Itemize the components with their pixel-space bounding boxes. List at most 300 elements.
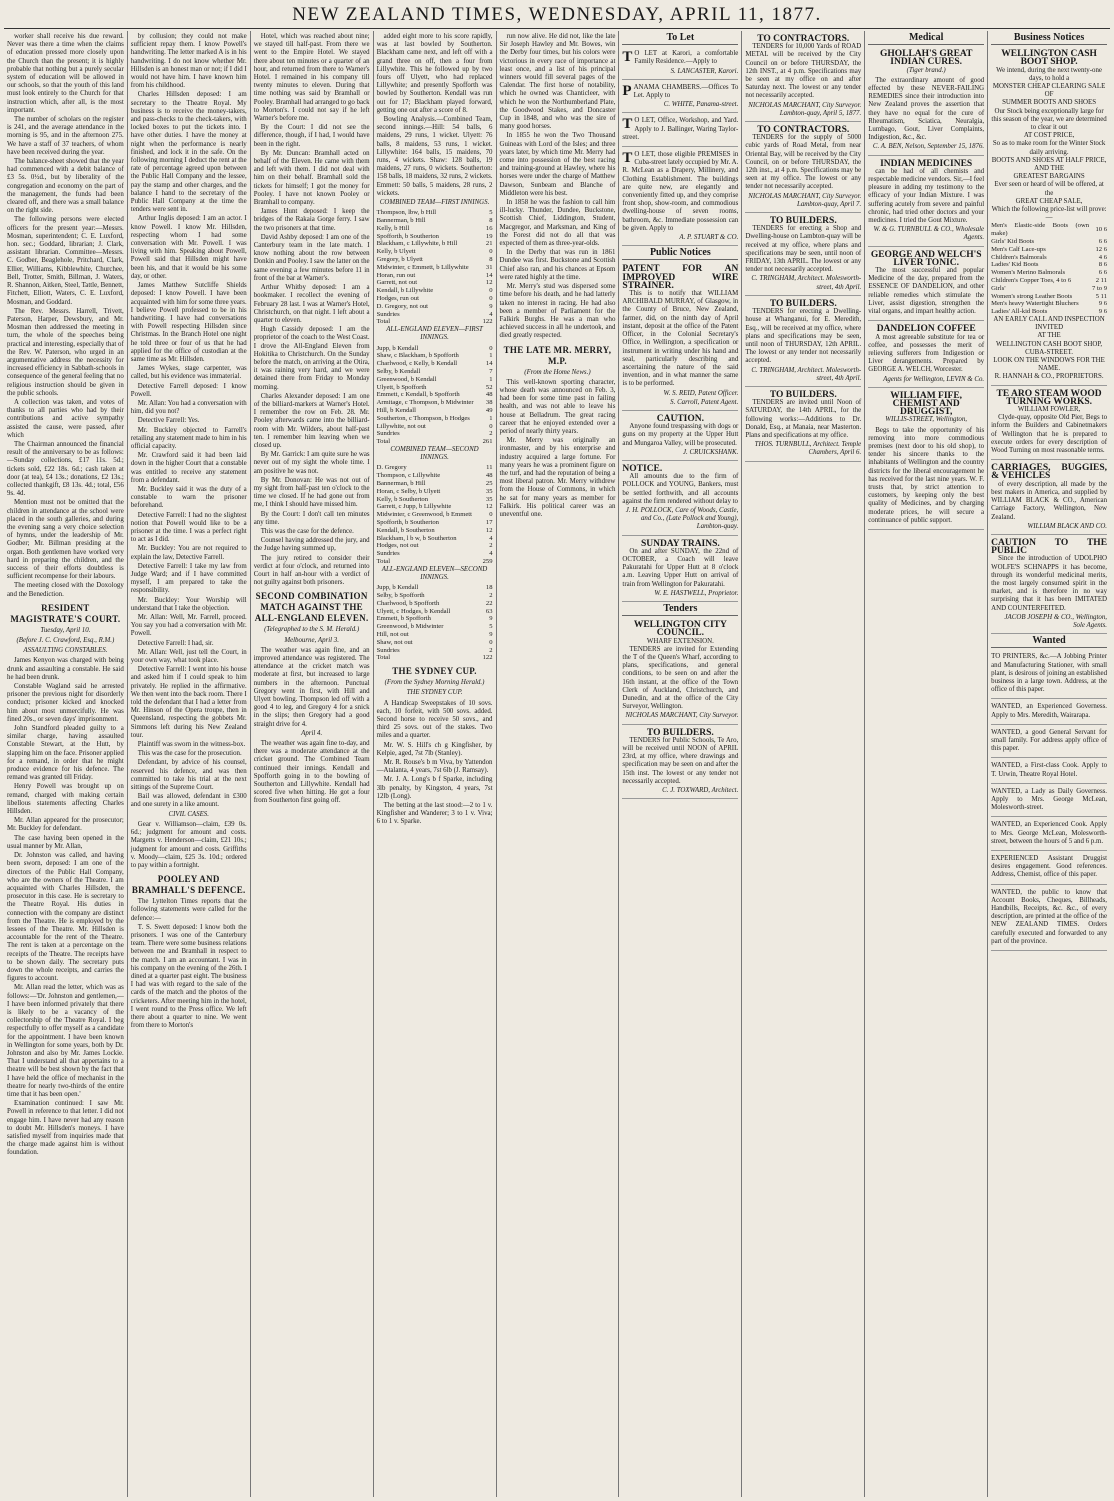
medical-ad — [868, 158, 984, 247]
cricket-dateline: April 4. — [301, 729, 323, 737]
batsman-cell: Gregory, b Ulyett — [376, 256, 423, 264]
cricket-paragraph: The weather was again fine, and an improved attendance was registered. The attendance at the cricket match was moderate at first, but increased to large numbers in the afternoon. Punctual Gregory went in first, with Hill and Ulyett bowling. Thompson led off with a good 4 to leg, and Gregory 4 for a snick in the slips; then Gregory had a good straight drive for 4. — [253, 646, 370, 728]
tender-ad — [745, 124, 861, 213]
runs-cell: 14 — [485, 271, 493, 279]
court-paragraph: Charles Hillsden deposed: I am secretary to the Theatre Royal. My business is to receive the money-takers, and pass-checks to the check-takers, with locked boxes to put the tickets into. I have other duties. I have the money at night when the performance is nearly finished, and lock it in the safe. On the following morning I deduct the rent at the rate of percentage agreed upon between the Public Hall Company and the lessee, pay the stamp and other charges, and the balance I hand to the secretary of the Public Hall Company at the time the tenders were sent in. — [130, 91, 247, 214]
wanted-ad — [991, 727, 1107, 759]
scoreboard-table — [377, 464, 493, 565]
batsman-cell: Greenwood, b Kendall — [376, 375, 437, 383]
ad-text: TENDERS for the supply of 5000 cubic yards of Road Metal, from near Oriental Bay, will be received by the City Council, on or before THURSDAY, the 12th inst., at 4 p.m. Specifications may be seen at my office. The lowest or any tender not necessarily accepted. — [745, 134, 862, 191]
pooley-paragraph: T. S. Swett deposed: I know both the prisoners. I was one of the Canterbury team. There were some business relations between me and Bramhall in respect to the match. I am an accountant. I was in his company on the evening of the 26th. I dined at a quarter past eight. The business I had was with regard to the sale of the cards of the match and the photos of the cricketers. After meeting him in the hotel, I went round to the Press office. We left there about a quarter to nine. We went from there to Morton's — [130, 923, 247, 1030]
article-paragraph: The number of scholars on the register is 241, and the average attendance in the morning is 95, and in the afternoon 275. We have a staff of 37 teachers, of whom have been received during the year. — [7, 116, 124, 156]
masthead-title: NEW ZEALAND TIMES, WEDNESDAY, APRIL 11, 1877. — [292, 4, 822, 25]
drop-capital: T — [622, 116, 633, 133]
price-row — [991, 246, 1107, 254]
pooley-paragraph: The jury retired to consider their verdict at four o'clock, and returned into Court in half an-hour with a verdict of not guilty against both prisoners. — [253, 554, 370, 587]
ad-body: ANAMA CHAMBERS.—Offices To Let. Apply to — [633, 83, 739, 100]
scoreboard-row — [377, 430, 493, 438]
ad-title: TE ARO STEAM WOOD TURNING WORKS. — [996, 388, 1102, 407]
batsman-cell: Horan, run out — [376, 271, 416, 279]
article-paragraph: The Rev. Messrs. Harrell, Trivett, Paterson, Harper, Dewsbury, and Mr. Mosman then addressed the meeting in turn, the whole of the speeches being practical and interesting, especially that of the Rev. W. Paterson, who urged in an argumentative address the necessity for increased efficiency in Sabbath-schools in consequence of the general feeling that no religious instruction should be given in the public schools. — [7, 307, 124, 397]
court-paragraph: Mr. Buckley: You are not required to explain the law, Detective Farrell. — [130, 545, 247, 561]
court-paragraph: John Standford pleaded guilty to a similar charge, having assaulted Constable Stewart, at the Hutt, by slapping him on the face. Prisoner applied for a remand, in order that he might produce evidence for his defence. The remand was granted till Friday. — [7, 725, 124, 782]
scoreboard-row — [377, 360, 493, 368]
wanted-ad — [991, 887, 1107, 951]
scoreboard-row — [377, 527, 493, 535]
scoreboard-row — [377, 384, 493, 392]
pollock-notice — [622, 463, 738, 536]
court-paragraph: James Kenyon was charged with being drunk and assaulting a constable. He said he had been drunk. — [7, 657, 124, 681]
runs-cell: 0 — [489, 422, 493, 430]
batsman-cell: Spofforth, b Southerton — [376, 232, 439, 240]
scoreboard-row — [377, 376, 493, 384]
runs-cell: 11 — [486, 464, 493, 472]
batsman-cell: Emmett, c Kendall, b Spofforth — [376, 391, 460, 399]
ad-line: AT COST PRICE, — [1023, 132, 1075, 140]
ad-line: SUMMER BOOTS AND SHOES — [1002, 99, 1097, 107]
ad-line: GREAT CHEAP SALE, — [1015, 197, 1083, 205]
sydney-cup-heading: THE SYDNEY CUP. — [392, 666, 477, 677]
ad-signature: JACOB JOSEPH & CO., Wellington, Sole Agents. — [1004, 613, 1108, 629]
batsman-cell: Hodges, not out — [376, 542, 419, 550]
price-value: 9 6 — [1098, 308, 1108, 316]
drop-capital: P — [622, 82, 632, 99]
merry-source: (From the Home News.) — [524, 368, 591, 376]
article-paragraph: A collection was taken, and votes of thanks to all parties who had by their contributions and active sympathy assisted the cause, were passed, after which — [7, 398, 124, 439]
court-paragraph: Detective Farrell deposed: I know Powell. — [130, 382, 247, 398]
court-paragraph: Detective Farrell: I had no the slightest notion that Powell would like to be a prisoner at the time. I was a perfect right to act as I did. — [130, 511, 247, 544]
pooley-paragraph: James Hunt deposed: I keep the bridges of the Rakaia Gorge ferry. I saw the two prisoners at that time. — [253, 208, 370, 232]
runs-cell: 0 — [489, 344, 493, 352]
ad-title: DANDELION COFFEE — [876, 324, 976, 335]
price-value: 4 6 — [1098, 253, 1108, 261]
ad-text: TENDERS for 10,000 Yards of ROAD METAL will be received by the City Council on or before THURSDAY, the 12th INST., at 4 p.m. Specifications may be seen at my office on and after Saturday next. The lowest or any tender not necessarily accepted. — [745, 43, 862, 100]
ad-line: We intend, during the next twenty-one days, to hold a — [996, 66, 1102, 82]
scoreboard-row — [377, 368, 493, 376]
scoreboard-row — [377, 233, 493, 241]
pooley-paragraph: Hugh Cassidy deposed: I am the proprietor of the coach to the West Coast. I drove the All-England Eleven from Hokitika to Christchurch. On the Sunday before the match, on arriving at the Otira, it was raining very hard, and we were detained there from Friday to Monday morning. — [253, 326, 370, 391]
tender-ads — [745, 33, 861, 462]
medical-ad — [868, 390, 984, 530]
court-paragraph: James Wykes, stage carpenter, was called, but his evidence was immaterial. — [130, 365, 247, 381]
scoreboard-row — [377, 318, 493, 326]
runs-cell: 4 — [489, 534, 493, 542]
runs-cell: 21 — [485, 240, 493, 248]
scoreboard-row — [377, 279, 493, 287]
scoreboard-row — [377, 654, 493, 662]
civil-cases-text: Gear v. Williamson—claim, £39 0s. 6d.; judgment for amount and costs. Margetts v. Henderson—claim, £21 10s.; judgment for amount and costs. Griffiths v. Moody—claim, £25 3s. 10d.; ordered to pay within a fortnight. — [130, 820, 247, 869]
to-let-ad — [622, 48, 738, 80]
tender-ad — [745, 298, 861, 387]
ad-line: GREATEST BARGAINS — [1013, 173, 1085, 181]
batsman-cell: Horan, c Selby, b Ulyett — [376, 487, 441, 495]
ad-line: OF — [1044, 91, 1054, 99]
pooley-paragraph: Hotel, which was reached about nine; we stayed till half-past. From there we went to the Empire Hotel. We stayed there about ten minutes or a quarter of an hour, and returned from there to Warner's Hotel. I remained in his company till twenty minutes to eleven. During that time nothing was said by Bramhall or Pooley. Bramhall had arranged to go back to Morton's. I could not say if he left Warner's before me. — [253, 33, 370, 123]
price-item: Men's Elastic-side Boots (own make) — [991, 222, 1090, 238]
batsman-cell: Shaw, not out — [376, 638, 413, 646]
scoreboard-row — [377, 519, 493, 527]
cricket-match-heading: SECOND COMBINATION MATCH AGAINST THE ALL-ENGLAND ELEVEN. — [254, 591, 369, 624]
runs-cell: 8 — [489, 217, 493, 225]
batsman-cell: Selby, b Spofforth — [376, 591, 425, 599]
wanted-ad — [991, 651, 1107, 699]
sydney-cup-paragraph: Mr. R. Rouse's b m Viva, by Yattendon—Atalanta, 4 years, 7st 6lb (J. Ramsay). — [376, 758, 493, 775]
court-paragraph: Constable Wagland said he arrested prisoner the previous night for disorderly conduct; prisoner kicked and knocked him about most unmercifully. He was fined 20s., or seven days' imprisonment. — [7, 683, 124, 723]
runs-cell: 12 — [485, 526, 493, 534]
article-paragraph: Mr. Merry's stud was dispersed some time before his death, and he had latterly taken no interest in racing. He had also been a member of Parliament for the Falkirk Burghs. He was a man who achieved success in all he undertook, and died greatly respected. — [499, 283, 616, 340]
batsman-cell: Blackham, l b w, b Southerton — [376, 534, 457, 542]
ad-text: WANTED, a Lady as Daily Governess. Apply to Mrs. George McLean, Molesworth-street. — [991, 787, 1108, 812]
cricket-paragraph: added eight more to his score rapidly, was at last bowled by Southerton. Blackham came next, and left off with a grand three on off, then a four from Lillywhite. This he followed up by two fours off Ulyett, who had replaced Lillywhite; and presently Spofforth was bowled by Southerton. Kendall was run out for 17; Blackham played forward, getting one out after a score of 8. — [376, 33, 493, 114]
court-paragraph: Bail was allowed, defendant in £300 and one surety in a like amount. — [130, 793, 247, 809]
ad-signature: NICHOLAS MARCHANT, City Surveyor. Lambton-quay, April 7. — [748, 192, 862, 208]
medical-ad — [868, 249, 984, 322]
ad-title: WILLIAM FIFE, CHEMIST AND DRUGGIST, — [890, 390, 963, 418]
runs-cell: 2 — [489, 646, 493, 654]
column-2 — [127, 31, 250, 1497]
batsman-cell: Kendall, b Southerton — [376, 526, 435, 534]
court-paragraph: Mr. Allan: Well, just tell the Court, in your own way, what took place. — [130, 648, 247, 665]
scoreboard-row — [377, 584, 493, 592]
tender-ad — [745, 389, 861, 462]
ad-text: WANTED, a First-class Cook. Apply to T. Urwin, Theatre Royal Hotel. — [991, 762, 1108, 778]
ad-text: TENDERS for erecting a Shop and Dwelling-house on Lambton-quay will be received at my office, where plans and specifications may be seen, until noon of FRIDAY, 13th APRIL. The lowest or any tender not necessarily accepted. — [745, 225, 862, 274]
ad-signature: A. P. STUART & CO. — [679, 234, 739, 242]
runs-cell: 12 — [485, 279, 493, 287]
scoreboard-table — [377, 584, 493, 662]
column-1 — [4, 31, 127, 1497]
scoreboard-heading: ALL-ENGLAND ELEVEN—SECOND INNINGS. — [381, 565, 488, 581]
runs-cell: 14 — [485, 360, 493, 368]
batsman-cell: Hodges, run out — [376, 295, 419, 303]
court-paragraph: Examination continued: I saw Mr. Powell in reference to that letter. I did not engage him. I have never had any reason to doubt Mr. Hillsden's moneys. I have satisfied myself from inquiries made that the charge made against him is without foundation. — [7, 1100, 124, 1157]
scoreboard-row — [377, 303, 493, 311]
civil-cases-heading: CIVIL CASES. — [168, 810, 209, 818]
scoreboard-row — [377, 464, 493, 472]
article-paragraph: The meeting closed with the Doxology and the Benediction. — [7, 582, 124, 598]
to-let-ad — [622, 82, 738, 114]
price-value: 6 6 — [1098, 238, 1108, 246]
price-row — [991, 261, 1107, 269]
carriages-ad — [991, 462, 1107, 535]
runs-cell: 8 — [489, 256, 493, 264]
sunday-school-report — [7, 33, 124, 599]
ad-body: O LET at Karori, a comfortable Family Residence.—Apply to — [634, 50, 739, 66]
runs-cell: 1 — [489, 375, 493, 383]
ad-title: TO CONTRACTORS. — [757, 34, 850, 44]
batsman-cell: Emmett, b Spofforth — [376, 615, 431, 623]
price-value: 7 to 9 — [1092, 284, 1108, 292]
ad-line: BOOTS AND SHOES AT HALF PRICE, — [991, 156, 1107, 164]
batsman-cell: Ulyett, b Spofforth — [376, 383, 427, 391]
price-item: Girls' Kid Boots — [991, 238, 1035, 246]
ad-signature: C. TRINGHAM, Architect. Molesworth-street, 4th April. — [751, 275, 862, 291]
court-paragraph: Detective Farrell: I went into his house and asked him if I could speak to him privately. He replied in the affirmative. We then went into the back room. There I told the defendant that I had a letter from Mr. Hinson of the Opera troupe, then in Queensland, respecting the gobbets Mr. Simmons left during his New Zealand tour. — [130, 666, 247, 739]
ad-signature: C. WHITE, Panama-street. — [663, 101, 739, 109]
price-list-table — [991, 222, 1107, 316]
ad-title: WELLINGTON CASH BOOT SHOP. — [1001, 49, 1097, 68]
boot-shop-lines — [991, 316, 1107, 382]
batsman-cell: Hill, not out — [376, 630, 409, 638]
scoreboard-row — [377, 272, 493, 280]
runs-cell: 52 — [485, 383, 493, 391]
scoreboard-row — [377, 600, 493, 608]
article-paragraph: Mention must not be omitted that the children in attendance at the school were placed in the south galleries, and during the evening sang a very choice selection of hymns, under the leadership of Mr. Godber; Mr. Billman presiding at the organ. Both gentlemen have worked very hard in preparing the children, and the success of their efforts doubtless is sufficient recompense for their labours. — [7, 499, 124, 581]
scoreboard-row — [377, 496, 493, 504]
cricket-paragraph: Bowling Analysis.—Combined Team, second innings.—Hill: 54 balls, 6 maidens, 29 runs, 1 wicket. Ulyett: 76 balls, 8 maidens, 53 runs, 1 wicket. Lillywhite: 164 balls, 15 maidens, 70 runs, 4 wickets. Shaw: 128 balls, 19 maidens, 27 runs, 0 wickets. Southerton: 158 balls, 18 maidens, 32 runs, 2 wickets. Emmett: 50 balls, 5 maidens, 28 runs, 2 wickets. — [376, 116, 493, 197]
ad-body: O LET, Office, Workshop, and Yard. Apply to J. Ballinger, Waring Taylor-street. — [622, 117, 739, 141]
price-value: 9 6 — [1098, 300, 1108, 308]
runs-cell: 17 — [485, 518, 493, 526]
sydney-cup-source: (From the Sydney Morning Herald.) — [384, 679, 485, 687]
ad-text: The most successful and popular Medicine of the day, prepared from the ESSENCE OF DANDELION, and other reliable remedies which stimulate the Liver, assist digestion, strengthen the vital organs, and impart healthy action. — [868, 267, 985, 316]
scoreboard-row — [377, 647, 493, 655]
price-item: Ladies' Kid Boots — [991, 261, 1039, 269]
ad-signature: W. S. REID, Patent Officer. — [663, 389, 739, 397]
sydney-cup-paragraph: Mr. J. A. Long's b f Sparke, including 3lb penalty, by Kingston, 4 years, 7st 12lb (Long). — [376, 776, 493, 800]
ad-text: This is to notify that WILLIAM ARCHIBALD MURRAY, of Glasgow, in the County of Bruce, New Zealand, farmer, did, on the ninth day of April instant, deposit at the office of the Patent Officer, in the Colonial Secretary's Office, in Wellington, a specification or instrument in writing under his hand and seal, particularly describing and ascertaining the nature of the said invention, and in what manner the same is to be performed. — [622, 290, 739, 388]
ad-signature: WILLIAM BLACK AND CO. — [1027, 522, 1108, 530]
runs-cell: 259 — [482, 557, 493, 565]
sunday-trains-notice — [622, 538, 738, 602]
scoreboard-table — [377, 209, 493, 326]
price-row — [991, 222, 1107, 238]
ad-signature: Agents for Wellington, LEVIN & Co. — [883, 375, 985, 383]
runs-cell: 35 — [485, 495, 493, 503]
price-row — [991, 293, 1107, 301]
price-row — [991, 238, 1107, 246]
runs-cell: 5 — [489, 209, 493, 217]
ad-title: SUNDAY TRAINS. — [640, 538, 720, 549]
runs-cell: 1 — [489, 414, 493, 422]
scoreboard-row — [377, 248, 493, 256]
scoreboard-row — [377, 615, 493, 623]
ad-title: TO BUILDERS. — [769, 298, 837, 309]
wanted-ad — [991, 853, 1107, 885]
schnapps-ad — [991, 537, 1107, 634]
ad-signature: S. LANCASTER, Karori. — [670, 67, 739, 75]
boot-shop-ad — [991, 48, 1107, 385]
court-paragraph: Mr. Allan read the letter, which was as follows:—'Dr. Johnston and gentlemen,—I have been informed privately that there is likely to be a vacancy of the collectorship of the Theatre Royal. I beg respectfully to offer myself as a candidate for the appointment. I have been known in Wellington for some years, both by Dr. Johnston and also by Mr. James Lockie. That I understand all that appertains to a theatre will be best shown by the fact that I have held the office of mechanist in the theatre for nearly two-thirds of the entire time that it has been open.' — [7, 984, 124, 1098]
ad-line: LOOK ON THE WINDOWS FOR THE NAME. — [993, 357, 1105, 373]
ad-signature: C. J. TOXWARD, Architect. — [662, 787, 739, 795]
ad-signature: C. TRINGHAM, Architect. Molesworth-street, 4th April. — [751, 366, 862, 382]
runs-cell: 63 — [485, 607, 493, 615]
price-value: 10 6 — [1095, 226, 1108, 234]
batsman-cell: Thompson, c Lillywhite — [376, 472, 441, 480]
batsman-cell: Ulyett, c Hodges, b Kendall — [376, 607, 451, 615]
ad-subtitle: WILLIAM FOWLER, — [1017, 406, 1081, 414]
pooley-paragraph: By Mr. Donovan: He was not out of my sight from half-past ten o'clock to the time we closed. If he had gone out from me, I think I should have missed him. — [253, 476, 370, 509]
price-value: 6 6 — [1098, 269, 1108, 277]
ad-line: AND THE — [1034, 165, 1065, 173]
pooley-paragraph: This was the case for the defence. — [260, 527, 354, 535]
ad-line: AN EARLY CALL AND INSPECTION INVITED — [993, 316, 1105, 332]
ad-line: R. HANNAH & CO., PROPRIETORS. — [994, 373, 1104, 381]
court-paragraph: Mr. Allan appeared for the prosecutor; Mr. Buckley for defendant. — [7, 817, 124, 833]
court-paragraph: Defendant, by advice of his counsel, reserved his defence, and was then committed to take his trial at the next sittings of the Supreme Court. — [130, 759, 247, 792]
batsman-cell: Shaw, c Blackham, b Spofforth — [376, 352, 459, 360]
scoreboard-row — [377, 623, 493, 631]
scoreboard-row — [377, 438, 493, 446]
ad-signature: THOS. TURNBULL, Architect. Temple Chambers, April 6. — [754, 441, 862, 457]
scoreboard-row — [377, 535, 493, 543]
batsman-cell: Bannerman, b Hill — [376, 479, 426, 487]
cricket-match-source: (Telegraphed to the S. M. Herald.) — [264, 626, 360, 634]
runs-cell: 48 — [485, 391, 493, 399]
batsman-cell: Lillywhite, not out — [376, 422, 426, 430]
price-item: Men's Calf Lace-ups — [991, 245, 1046, 253]
scoreboard-table — [377, 345, 493, 446]
price-item: Ladies' All-kid Boots — [991, 308, 1048, 316]
ad-signature: S. Carroll, Patent Agent. — [670, 398, 739, 406]
scoreboard-row — [377, 345, 493, 353]
ad-title: TO BUILDERS. — [769, 389, 837, 400]
batsman-cell: Charlwood, b Spofforth — [376, 599, 440, 607]
scoreboard-row — [377, 352, 493, 360]
ad-title: GEORGE AND WELCH'S LIVER TONIC. — [870, 249, 982, 268]
batsman-cell: Greenwood, b Midwinter — [376, 623, 444, 631]
ad-title: CAUTION TO THE PUBLIC — [991, 537, 1108, 557]
batsman-cell: Total — [376, 318, 391, 326]
price-item: Men's heavy Watertight Bluchers — [991, 300, 1079, 308]
runs-cell: 4 — [489, 310, 493, 318]
runs-cell: 2 — [489, 430, 493, 438]
newspaper-page — [4, 31, 1110, 1497]
runs-cell: 4 — [489, 550, 493, 558]
pooley-heading: POOLEY AND BRAMHALL'S DEFENCE. — [131, 874, 246, 896]
court-paragraph: Detective Farrell: I take my law from Judge Ward; and if I have committed myself, I am prepared to take the responsibility. — [130, 562, 247, 595]
article-paragraph: worker shall receive his due reward. Never was there a time when the claims of education pressed more closely upon the Church than the present; it is highly probable that nothing but a purely secular system of education will be allowed in our schools, so that the youth of this land must look entirely to the Church for that instruction which, after all, is the most important. — [7, 33, 124, 114]
ad-text: WANTED, the public to know that Account Books, Cheques, Billheads, Handbills, Receipts, &c. &c., of every description, are printed at the office of the NEW ZEALAND TIMES. Orders carefully executed and forwarded to any part of the province. — [991, 888, 1108, 945]
scoreboard-row — [377, 423, 493, 431]
batsman-cell: Total — [376, 557, 391, 565]
scoreboard-row — [377, 256, 493, 264]
pooley-paragraph: David Ashby deposed: I am one of the Canterbury team in the late match. I know nothing about the row between Donkin and Pooley. I saw the latter on the same evening a few minutes before 11 in front of the bar at Warner's. — [253, 233, 370, 282]
price-row — [991, 277, 1107, 285]
ad-body: O LET, those eligible PREMISES in Cuba-street lately occupied by Mr. A. R. McLean as a Drapery, Millinery, and Clothing Establishment. The buildings are quite new, are elegantly and conveniently fitted up, and they comprise front shop, show-room, and commodious dwelling-house of seven rooms, bathroom, &c. Immediate possession can be given. Apply to — [622, 151, 739, 232]
ad-title: GHOLLAH'S GREAT INDIAN CURES. — [879, 49, 973, 68]
scoreboard-row — [377, 415, 493, 423]
ad-signature: W. & G. TURNBULL & CO., Wholesale Agents. — [873, 226, 985, 242]
scoreboard-row — [377, 542, 493, 550]
court-paragraph: Detective Farrell: Yes. — [137, 417, 200, 425]
ad-text — [622, 50, 738, 66]
scoreboard-heading: ALL-ENGLAND ELEVEN—FIRST INNINGS. — [386, 326, 483, 342]
court-paragraph: Arthur Inglis deposed: I am an actor. I know Powell. I know Mr. Hillsden, respecting whom I had some conversation with Mr. Powell. I was living with him. Speaking about Powell, Powell said that Hillsden might have been his, and that it would be his some day, or other. — [130, 215, 247, 280]
medical-ad — [868, 323, 984, 387]
pooley-paragraph: By Mr. Garrick: I am quite sure he was never out of my sight the whole time. I am positive he was not. — [253, 451, 370, 475]
business-notices-heading: Business Notices — [991, 33, 1107, 45]
batsman-cell: Bannerman, b Hill — [376, 217, 426, 225]
batsman-cell: Sundries — [376, 646, 400, 654]
article-paragraph: The Chairman announced the financial result of the anniversary to be as follows:—Sunday collections, £17 11s. 5d.; tickets sold, £22 18s. 6d.; cash taken at door (at tea), £4 13s.; donations, £2 13s.; collected thankgift, £8 13s. 4d.; total, £56 9s. 4d. — [7, 440, 124, 498]
court-subheading: ASSAULTING CONSTABLES. — [23, 647, 108, 655]
ad-text: On and after SUNDAY, the 22nd of OCTOBER, a Coach will leave Pakuratahi for Upper Hutt at 8 o'clock a.m. Leaving Upper Hutt on arrival of train from Wellington for Pakuratahi. — [622, 547, 739, 588]
runs-cell: 7 — [489, 368, 493, 376]
runs-cell: 0 — [489, 511, 493, 519]
scoreboard-row — [377, 217, 493, 225]
ad-text — [622, 151, 738, 233]
pooley-paragraph: By Mr. Duncan: Bramhall acted on behalf of the Eleven. He came with them and left with them. I did not deal with him on their behalf. Bramhall sold the tickets for himself; I got the money for Pooley. I have not known Pooley or Bramhall to company. — [253, 149, 370, 207]
scoreboard-row — [377, 399, 493, 407]
merry-heading: THE LATE MR. MERRY, M.P. — [503, 344, 612, 366]
article-paragraph: The following persons were elected officers for the present year:—Messrs. Mosman, superintendent; C. E. Luxford, hon. sec.; Goddard, librarian; J. Clark, assistant librarian. Committee—Messrs. C. Godber, Beaglehole, Pritchard, Clark, Ellier, Williams, Kibblewhite, Churchee, Bell, Trotter, Smith, Billman, J. Waters, R. Shannon, Aitken, Steel, Tattle, Bennett, Fitchett, Elliott, Waters, C. E. Luxford, Mosman, and Goddard. — [7, 216, 124, 306]
court-paragraph: Detective Farrell: I had, sir. — [137, 639, 214, 647]
court-date: Tuesday, April 10. — [40, 626, 91, 634]
scoreboard-row — [377, 209, 493, 217]
to-let-ads — [622, 48, 738, 246]
price-value: 12 6 — [1095, 245, 1108, 253]
ad-line: Our Stock being exceptionally large for this season of the year, we are determined to clear it out — [991, 107, 1107, 132]
runs-cell: 49 — [485, 407, 493, 414]
batsman-cell: Kelly, b Southerton — [376, 495, 428, 503]
ad-text: A most agreeable substitute for tea or coffee, and possesses the merit of relieving sufferers from Indigestion or Liver derangements. Prepared by GEORGE A. WELCH, Worcester. — [868, 333, 985, 374]
ad-signature: J. CRUICKSHANK. — [682, 448, 739, 456]
court-paragraph: Mr. Allan: You had a conversation with him, did you not? — [130, 399, 247, 416]
scoreboard-heading: COMBINED TEAM—SECOND INNINGS. — [390, 445, 479, 462]
price-item: Children's Copper Toes, 4 to 6 — [991, 277, 1072, 285]
batsman-cell: Midwinter, c Emmett, b Lillywhite — [376, 263, 469, 271]
batsman-cell: Kendall, b Lillywhite — [376, 287, 434, 295]
ad-text: can be had of all chemists and respectable medicine vendors. Sir,—I feel pleasure in adding my testimony to the efficacy of your Indian Mixture. I was suffering acutely from severe and painful chronic, had tried other doctors and your medicines. I tried the Gout Mixture. — [868, 167, 985, 225]
wanted-ad — [991, 819, 1107, 851]
batsman-cell: Jupp, b Kendall — [376, 584, 419, 592]
batsman-cell: Jupp, b Kendall — [376, 344, 419, 352]
to-let-ad — [622, 115, 738, 147]
column-6 — [618, 31, 741, 1497]
court-paragraph: The case having been opened in the usual manner by Mr. Allan, — [7, 834, 124, 850]
scoreboard-row — [377, 472, 493, 480]
batsman-cell: Garrett, c Jupp, b Lillywhite — [376, 503, 452, 511]
ad-text: Clyde-quay, opposite Old Pier, Begs to inform the Builders and Cabinetmakers of Wellington that he is prepared to execute orders for every description of Wood Turning on most reasonable terms. — [991, 414, 1108, 455]
runs-cell: 0 — [489, 638, 493, 646]
court-bench: (Before J. C. Crawford, Esq., R.M.) — [16, 637, 115, 645]
runs-cell: 18 — [485, 584, 493, 592]
drop-capital: T — [622, 49, 633, 66]
batsman-cell: Sundries — [376, 430, 400, 438]
court-paragraph: Dr. Johnston was called, and having been sworn, deposed: I am one of the directors of the Public Hall Company, who are the owners of the Theatre. I am acquainted with Charles Hillsden, the prosecutor in this case. He is secretary to the Theatre Royal. His duties in connection with the company are distinct from the Theatre. He is employed by the lessees of the Theatre. Mr. Hillsden is accountable for the rent of the Theatre. The rent is taken at a percentage on the receipts of the Theatre. The receipts have to be shown daily. The secretary puts down the whole receipts, and carries the figures to account. — [7, 852, 124, 983]
boot-shop-lines — [991, 67, 1107, 223]
pooley-paragraph: Counsel having addressed the jury, and the Judge having summed up, — [253, 537, 370, 553]
merry-paragraph: Mr. Merry was originally an ironmaster, and by his enterprise and industry acquired a large fortune. For many years he was a prominent figure on the turf, and had the reputation of being a most liberal patron. Mr. Merry withdrew from the House of Commons, in which he sat for many years as member for Falkirk. His political career was an uneventful one. — [499, 437, 616, 518]
medical-heading: Medical — [868, 33, 984, 45]
ad-text: Begs to take the opportunity of his removing into more commodious premises (next door to his old shop), to tender his sincere thanks to the inhabitants of Wellington and the country districts for the liberal encouragement he has received for the last nine years. W. F. trusts that, by strict attention to customers, by keeping only the best quality of Medicines, and by charging moderate prices, he will secure a continuance of public support. — [868, 426, 985, 524]
batsman-cell: Total — [376, 438, 391, 446]
batsman-cell: D. Gregory, not out — [376, 302, 428, 310]
ad-signature: W. E. HASTWELL, Proprietor. — [654, 589, 739, 597]
batsman-cell: Midwinter, c Greenwood, b Emmett — [376, 511, 472, 519]
runs-cell: 9 — [489, 302, 493, 310]
scoreboard-row — [377, 639, 493, 647]
ad-text: The extraordinary amount of good effected by these NEVER-FAILING REMEDIES since their introduction into New Zealand proves the assertion that they have no equal for the cure of Rheumatism, Sciatica, Neuralgia, Lumbago, Gout, Liver Complaints, Indigestion, &c., &c. — [868, 76, 985, 142]
ad-text: WANTED, an Experienced Cook. Apply to Mrs. George McLean, Molesworth-street, between the hours of 5 and 6 p.m. — [991, 821, 1108, 845]
court-paragraph: Mr. Buckley said it was the duty of a constable to warn the prisoner beforehand. — [130, 485, 247, 510]
ad-text: of every description, all made by the best makers in America, and supplied by WILLIAM BLACK & CO., American Carriage Factory, Wellington, New Zealand. — [991, 480, 1108, 521]
to-let-ad — [622, 149, 738, 246]
scoreboard-row — [377, 550, 493, 558]
ad-line: AT THE — [1037, 332, 1061, 340]
merry-paragraph: This well-known sporting character, whose death was announced on Feb. 3, had been for some time past in failing health, and was not able to leave his house at Belladrum. The great racing career that he enjoyed extended over a period of nearly thirty years. — [499, 378, 616, 435]
ad-title: INDIAN MEDICINES — [880, 158, 973, 169]
batsman-cell: Kelly, b Hill — [376, 224, 410, 232]
ad-text: TENDERS are invited until Noon of SATURDAY, the 14th APRIL, for the following works:—Additions to Dr. Donald, Esq., at Manaia, near Masterton. Plans and specifications at my office. — [745, 399, 862, 439]
to-let-section-heading: To Let — [622, 33, 738, 45]
scoreboard-row — [377, 511, 493, 519]
ad-title: TO BUILDERS. — [769, 216, 837, 227]
tender-ad — [745, 215, 861, 296]
scoreboard-row — [377, 608, 493, 616]
